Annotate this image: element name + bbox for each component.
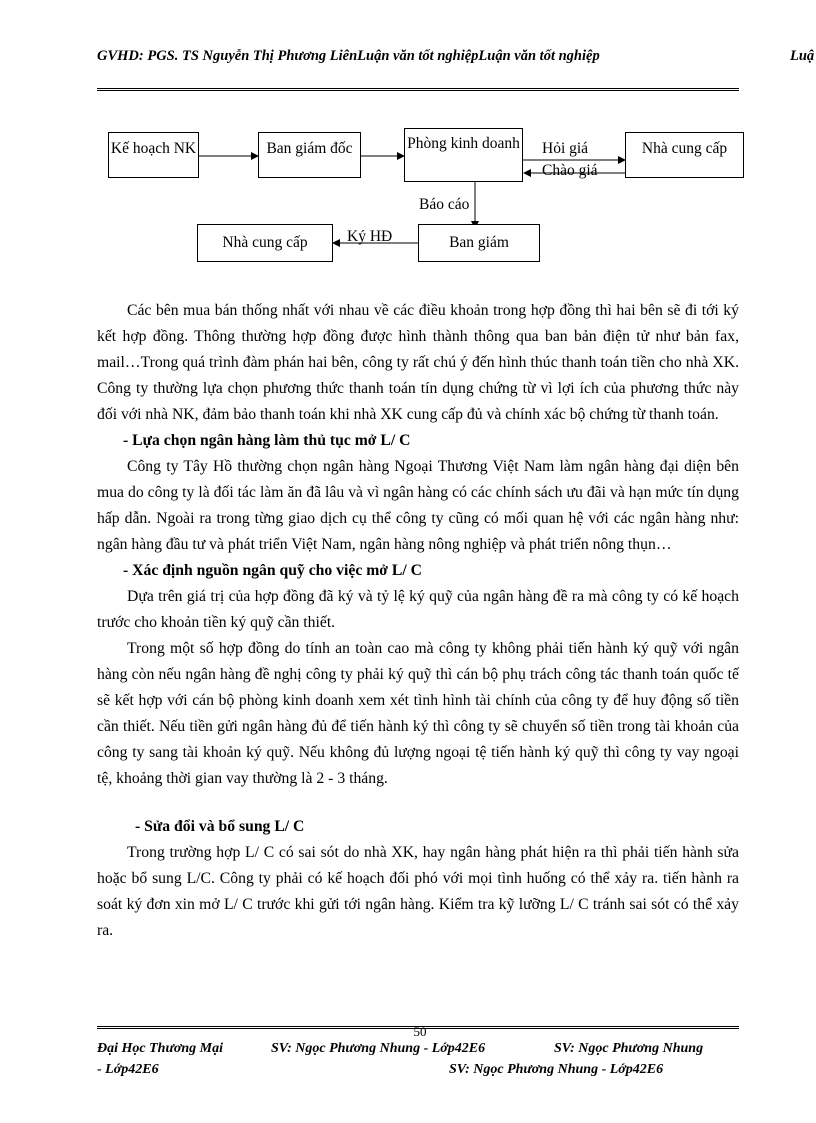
label-ky-hd: Ký HĐ: [347, 228, 393, 245]
footer-student-2: SV: Ngọc Phương Nhung: [554, 1041, 704, 1056]
header-cutoff-text: Luậ: [790, 48, 815, 64]
footer-row-1: [97, 1038, 747, 1059]
page-footer: [97, 1038, 747, 1080]
page-number: 50: [413, 1024, 427, 1039]
label-chao-gia: Chào giá: [542, 162, 598, 179]
paragraph: Trong trường hợp L/ C có sai sót do nhà XK, hay ngân hàng phát hiện ra thì phải tiến hành sửa hoặc bổ sung L/C. Công ty phải có kế hoạch đối phó với mọi tình huống có thể xảy ra. tiến hành ra soát ký đơn xin mở L/ C trước khi gửi tới ngân hàng. Kiểm tra kỹ lưỡng L/ C tránh sai sót có thể xảy ra.: [97, 844, 739, 939]
box-nha-cung-cap-top-label: Nhà cung cấp: [641, 140, 728, 157]
footer-student-1: SV: Ngọc Phương Nhung - Lớp42E6: [271, 1041, 486, 1056]
footer-student-3: SV: Ngọc Phương Nhung - Lớp42E6: [449, 1062, 664, 1077]
box-nha-cung-cap-bottom-label: Nhà cung cấp: [222, 234, 308, 251]
label-hoi-gia: Hỏi giá: [542, 140, 589, 157]
body-text: [97, 298, 739, 944]
label-bao-cao: Báo cáo: [419, 196, 470, 213]
box-ban-giam-doc: [258, 132, 361, 178]
box-ban-giam-bottom-label: Ban giám: [449, 234, 509, 251]
footer-row-2: [97, 1059, 747, 1080]
box-nha-cung-cap-bottom: [197, 224, 333, 262]
section-heading: - Lựa chọn ngân hàng làm thủ tục mở L/ C: [123, 432, 411, 449]
paragraph: Trong một số hợp đồng do tính an toàn cao mà công ty không phải tiến hành ký quỹ với ngân hàng còn nếu ngân hàng đề nghị công ty phải ký quỹ thì cán bộ phụ trách công tác thanh toán quốc tế sẽ kết hợp với cán bộ phòng kinh doanh xem xét tình hình tài chính của công ty để huy động số tiền cần thiết. Nếu tiền gửi ngân hàng đủ để tiến hành ký thì công ty sẽ chuyển số tiền trong tài khoản của công ty sang tài khoản ký quỹ. Nếu không đủ lượng ngoại tệ tiến hành ký quỹ thì công ty vay ngoại tệ, khoảng thời gian vay thường là 2 - 3 tháng.: [97, 640, 739, 787]
section-heading: - Sửa đổi và bổ sung L/ C: [135, 818, 305, 835]
paragraph: Dựa trên giá trị của hợp đồng đã ký và tỷ lệ ký quỹ của ngân hàng đề ra mà công ty có kế hoạch trước cho khoản tiền ký quỹ cần thiết.: [97, 588, 739, 631]
box-ke-hoach-nk: [108, 132, 199, 178]
header-advisor-text: GVHD: PGS. TS Nguyễn Thị Phương LiênLuận văn tốt nghiệpLuận văn tốt nghiệp: [97, 48, 600, 64]
paragraph: Các bên mua bán thống nhất với nhau về các điều khoản trong hợp đồng thì hai bên sẽ đi tới ký kết hợp đồng. Thông thường hợp đồng được hình thành thông qua ban bản điện tử như bản fax, mail…Trong quá trình đàm phán hai bên, công ty rất chú ý đến hình thúc thanh toán tiền cho nhà XK. Công ty thường lựa chọn phương thức thanh toán tín dụng chứng từ vì lợi ích của phương thức này đối với nhà NK, đảm bảo thanh toán khi nhà XK cung cấp đủ và chính xác bộ chứng từ thanh toán.: [97, 302, 739, 423]
footer-school: Đại Học Thương Mại: [97, 1041, 223, 1056]
box-ban-giam-bottom: [418, 224, 540, 262]
box-phong-kinh-doanh-label: Phòng kinh doanh: [407, 135, 520, 152]
footer-rule: [97, 1026, 739, 1029]
page-header: [97, 48, 816, 74]
spacer: [97, 792, 739, 814]
process-diagram: [0, 118, 816, 278]
box-ban-giam-doc-label: Ban giám đốc: [266, 140, 353, 157]
box-ke-hoach-label: Kế hoạch NK: [110, 140, 197, 157]
paragraph: Công ty Tây Hồ thường chọn ngân hàng Ngoại Thương Việt Nam làm ngân hàng đại diện bên mua do công ty là đối tác làm ăn đã lâu và vì ngân hàng có các chính sách ưu đãi và hạn mức tín dụng hấp dẫn. Ngoài ra trong từng giao dịch cụ thể công ty cũng có mối quan hệ với các ngân hàng như: ngân hàng đầu tư và phát triển Việt Nam, ngân hàng nông nghiệp và phát triển nông thụn…: [97, 458, 739, 553]
header-rule: [97, 88, 739, 91]
section-heading: - Xác định nguồn ngân quỹ cho việc mở L/ C: [123, 562, 422, 579]
footer-class-cont: - Lớp42E6: [97, 1062, 159, 1077]
box-phong-kinh-doanh: [404, 128, 523, 182]
box-nha-cung-cap-top: [625, 132, 744, 178]
